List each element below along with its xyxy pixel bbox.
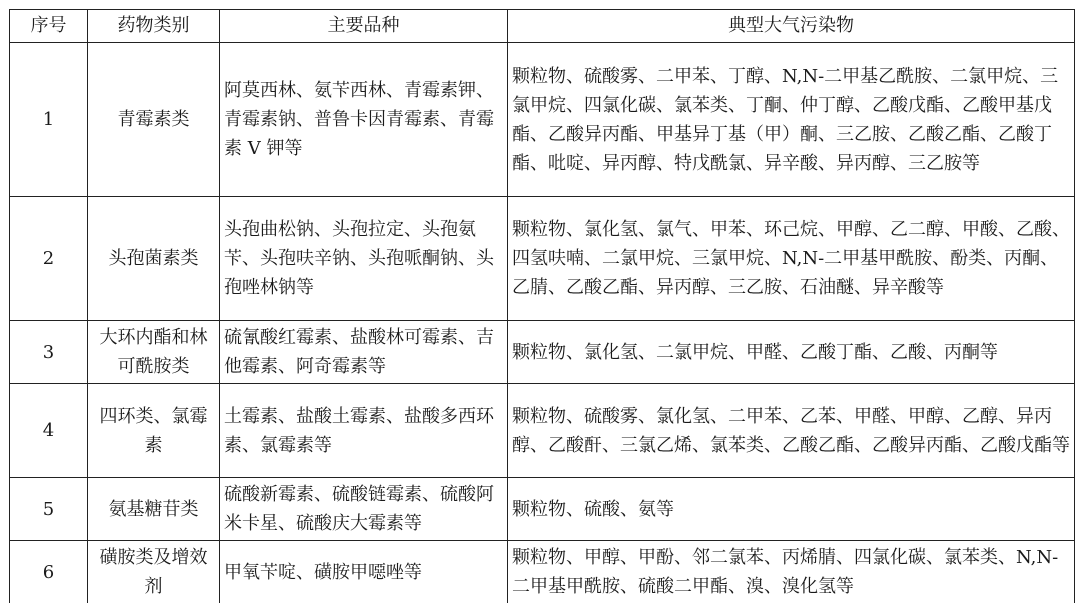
cell-no: 5	[10, 478, 88, 541]
table-row	[10, 478, 1075, 541]
cell-main-varieties: 甲氧苄啶、磺胺甲噁唑等	[220, 541, 508, 604]
cell-no: 4	[10, 384, 88, 478]
pollutant-table	[9, 9, 1075, 603]
cell-no: 1	[10, 43, 88, 197]
header-category: 药物类别	[88, 10, 220, 43]
cell-pollutants: 颗粒物、氯化氢、二氯甲烷、甲醛、乙酸丁酯、乙酸、丙酮等	[508, 321, 1075, 384]
cell-no: 3	[10, 321, 88, 384]
cell-pollutants: 颗粒物、硫酸雾、氯化氢、二甲苯、乙苯、甲醛、甲醇、乙醇、异丙醇、乙酸酐、三氯乙烯、氯苯类、乙酸乙酯、乙酸异丙酯、乙酸戊酯等	[508, 384, 1075, 478]
header-no: 序号	[10, 10, 88, 43]
cell-main-varieties: 硫氰酸红霉素、盐酸林可霉素、吉他霉素、阿奇霉素等	[220, 321, 508, 384]
cell-category: 头孢菌素类	[88, 197, 220, 321]
cell-no: 2	[10, 197, 88, 321]
cell-category: 青霉素类	[88, 43, 220, 197]
header-main-varieties: 主要品种	[220, 10, 508, 43]
cell-pollutants: 颗粒物、硫酸、氨等	[508, 478, 1075, 541]
cell-pollutants: 颗粒物、甲醇、甲酚、邻二氯苯、丙烯腈、四氯化碳、氯苯类、N,N-二甲基甲酰胺、硫酸二甲酯、溴、溴化氢等	[508, 541, 1075, 604]
cell-main-varieties: 头孢曲松钠、头孢拉定、头孢氨苄、头孢呋辛钠、头孢哌酮钠、头孢唑林钠等	[220, 197, 508, 321]
cell-category: 四环类、氯霉素	[88, 384, 220, 478]
cell-main-varieties: 阿莫西林、氨苄西林、青霉素钾、青霉素钠、普鲁卡因青霉素、青霉素 V 钾等	[220, 43, 508, 197]
header-pollutants: 典型大气污染物	[508, 10, 1075, 43]
cell-pollutants: 颗粒物、氯化氢、氯气、甲苯、环己烷、甲醇、乙二醇、甲酸、乙酸、四氢呋喃、二氯甲烷、三氯甲烷、N,N-二甲基甲酰胺、酚类、丙酮、乙腈、乙酸乙酯、异丙醇、三乙胺、石油醚、异辛酸等	[508, 197, 1075, 321]
cell-main-varieties: 硫酸新霉素、硫酸链霉素、硫酸阿米卡星、硫酸庆大霉素等	[220, 478, 508, 541]
table-row	[10, 541, 1075, 604]
cell-main-varieties: 土霉素、盐酸土霉素、盐酸多西环素、氯霉素等	[220, 384, 508, 478]
table-row	[10, 197, 1075, 321]
cell-pollutants: 颗粒物、硫酸雾、二甲苯、丁醇、N,N-二甲基乙酰胺、二氯甲烷、三氯甲烷、四氯化碳、氯苯类、丁酮、仲丁醇、乙酸戊酯、乙酸甲基戊酯、乙酸异丙酯、甲基异丁基（甲）酮、三乙胺、乙酸乙酯、乙酸丁酯、吡啶、异丙醇、特戊酰氯、异辛酸、异丙醇、三乙胺等	[508, 43, 1075, 197]
table-header-row	[10, 10, 1075, 43]
cell-category: 磺胺类及增效剂	[88, 541, 220, 604]
table-row	[10, 321, 1075, 384]
cell-category: 氨基糖苷类	[88, 478, 220, 541]
cell-no: 6	[10, 541, 88, 604]
cell-category: 大环内酯和林可酰胺类	[88, 321, 220, 384]
table-row	[10, 384, 1075, 478]
table-row	[10, 43, 1075, 197]
